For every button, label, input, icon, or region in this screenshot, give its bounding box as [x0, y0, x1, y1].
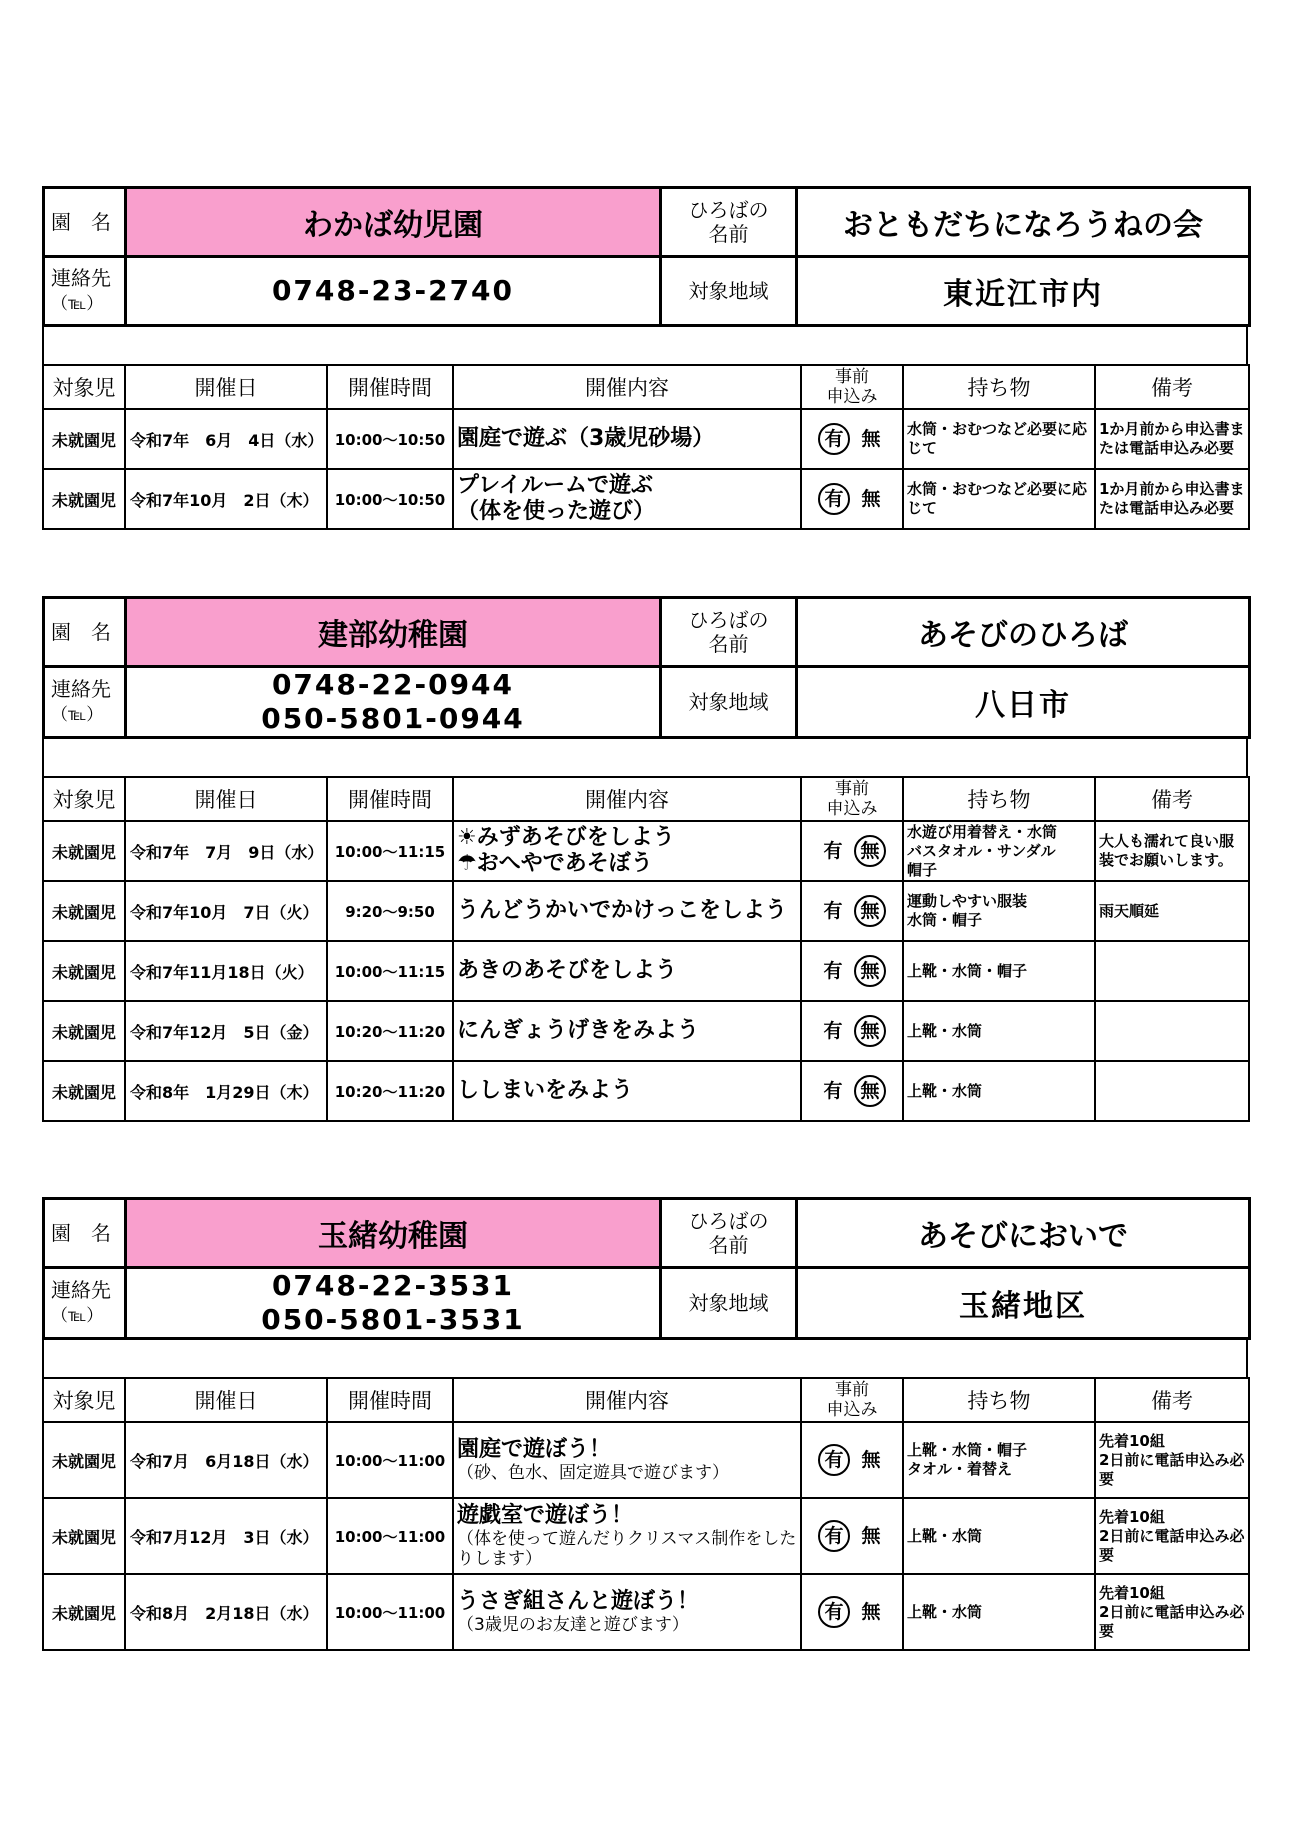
area-label: 対象地域 [661, 257, 797, 326]
contact-label: 連絡先 （℡） [44, 1268, 126, 1339]
row-notes: 1か月前から申込書または電話申込み必要 [1095, 409, 1249, 469]
row-target: 未就園児 [43, 1498, 125, 1574]
row-items: 上靴・水筒・帽子 [903, 941, 1095, 1001]
col-activity: 開催内容 [453, 777, 801, 821]
row-time: 10:00～10:50 [327, 409, 453, 469]
header-table [42, 596, 1251, 739]
row-target: 未就園児 [43, 1001, 125, 1061]
hiroba-name: おともだちになろうねの会 [797, 188, 1250, 257]
col-items: 持ち物 [903, 365, 1095, 409]
area-label: 対象地域 [661, 1268, 797, 1339]
col-target: 対象児 [43, 365, 125, 409]
school-label: 園 名 [44, 1199, 126, 1268]
row-apply [801, 1061, 903, 1121]
school-label: 園 名 [44, 188, 126, 257]
schedule-table [42, 1377, 1250, 1651]
hiroba-label: ひろばの 名前 [661, 1199, 797, 1268]
row-activity: うさぎ組さんと遊ぼう！ （3歳児のお友達と遊びます） [453, 1574, 801, 1650]
hiroba-label: ひろばの 名前 [661, 188, 797, 257]
row-activity: うんどうかいでかけっこをしよう [453, 881, 801, 941]
row-apply [801, 1574, 903, 1650]
row-activity: ししまいをみよう [453, 1061, 801, 1121]
row-notes: 1か月前から申込書または電話申込み必要 [1095, 469, 1249, 529]
apply-yes: 有 [823, 1020, 843, 1042]
row-apply [801, 1422, 903, 1498]
table-row [43, 469, 1249, 529]
col-activity: 開催内容 [453, 365, 801, 409]
apply-no: 無 [861, 428, 881, 450]
row-target: 未就園児 [43, 1061, 125, 1121]
col-notes: 備考 [1095, 777, 1249, 821]
col-notes: 備考 [1095, 365, 1249, 409]
col-target: 対象児 [43, 777, 125, 821]
apply-no: 無 [861, 1601, 881, 1623]
row-notes [1095, 1061, 1249, 1121]
apply-no-circled: 無 [854, 835, 886, 867]
row-items: 上靴・水筒 [903, 1574, 1095, 1650]
apply-yes-circled: 有 [818, 1444, 850, 1476]
row-time: 9:20～9:50 [327, 881, 453, 941]
row-items: 水筒・おむつなど必要に応じて [903, 409, 1095, 469]
row-target: 未就園児 [43, 821, 125, 881]
row-date: 令和7年10月 7日（火） [125, 881, 327, 941]
contact-label: 連絡先 （℡） [44, 667, 126, 738]
row-time: 10:00～11:15 [327, 941, 453, 1001]
school-name: 玉緒幼稚園 [126, 1199, 661, 1268]
row-date: 令和7年10月 2日（木） [125, 469, 327, 529]
row-apply [801, 1498, 903, 1574]
row-date: 令和7月 6月18日（水） [125, 1422, 327, 1498]
col-items: 持ち物 [903, 1378, 1095, 1422]
col-apply: 事前 申込み [801, 365, 903, 409]
table-row [43, 1498, 1249, 1574]
hiroba-label: ひろばの 名前 [661, 598, 797, 667]
row-date: 令和7年 7月 9日（水） [125, 821, 327, 881]
row-time: 10:00～11:00 [327, 1498, 453, 1574]
apply-no-circled: 無 [854, 1015, 886, 1047]
col-target: 対象児 [43, 1378, 125, 1422]
table-row [43, 1422, 1249, 1498]
area-value: 東近江市内 [797, 257, 1250, 326]
blank-row [42, 324, 1248, 366]
row-apply [801, 469, 903, 529]
row-time: 10:00～11:00 [327, 1574, 453, 1650]
row-activity: 園庭で遊ぶ（3歳児砂場） [453, 409, 801, 469]
row-time: 10:00～11:00 [327, 1422, 453, 1498]
apply-yes-circled: 有 [818, 423, 850, 455]
row-date: 令和7月12月 3日（水） [125, 1498, 327, 1574]
row-items: 上靴・水筒・帽子 タオル・着替え [903, 1422, 1095, 1498]
row-target: 未就園児 [43, 1574, 125, 1650]
apply-no: 無 [861, 1449, 881, 1471]
header-table [42, 186, 1251, 327]
table-row [43, 1001, 1249, 1061]
row-notes: 先着10組 2日前に電話申込み必要 [1095, 1498, 1249, 1574]
area-value: 玉緒地区 [797, 1268, 1250, 1339]
apply-yes: 有 [823, 900, 843, 922]
row-apply [801, 409, 903, 469]
apply-no-circled: 無 [854, 1075, 886, 1107]
col-time: 開催時間 [327, 1378, 453, 1422]
row-activity: ☀みずあそびをしよう ☂おへやであそぼう [453, 821, 801, 881]
row-apply [801, 1001, 903, 1061]
school-name: わかば幼児園 [126, 188, 661, 257]
row-activity: 園庭で遊ぼう！ （砂、色水、固定遊具で遊びます） [453, 1422, 801, 1498]
row-target: 未就園児 [43, 469, 125, 529]
hiroba-name: あそびのひろば [797, 598, 1250, 667]
row-time: 10:00～10:50 [327, 469, 453, 529]
col-apply: 事前 申込み [801, 1378, 903, 1422]
area-label: 対象地域 [661, 667, 797, 738]
row-notes [1095, 941, 1249, 1001]
area-value: 八日市 [797, 667, 1250, 738]
school-name: 建部幼稚園 [126, 598, 661, 667]
row-date: 令和7年12月 5日（金） [125, 1001, 327, 1061]
table-row [43, 941, 1249, 1001]
row-apply [801, 881, 903, 941]
apply-yes: 有 [823, 840, 843, 862]
apply-no-circled: 無 [854, 895, 886, 927]
tel-number: 0748-22-3531 050-5801-3531 [126, 1268, 661, 1339]
row-notes: 雨天順延 [1095, 881, 1249, 941]
col-time: 開催時間 [327, 777, 453, 821]
schedule-table [42, 776, 1250, 1122]
apply-yes-circled: 有 [818, 483, 850, 515]
school-label: 園 名 [44, 598, 126, 667]
schedule-table [42, 364, 1250, 530]
row-date: 令和7年11月18日（火） [125, 941, 327, 1001]
row-notes: 大人も濡れて良い服装でお願いします。 [1095, 821, 1249, 881]
apply-yes: 有 [823, 1080, 843, 1102]
row-target: 未就園児 [43, 409, 125, 469]
block-wakaba [42, 186, 1248, 530]
col-date: 開催日 [125, 777, 327, 821]
col-notes: 備考 [1095, 1378, 1249, 1422]
col-date: 開催日 [125, 1378, 327, 1422]
apply-no-circled: 無 [854, 955, 886, 987]
row-target: 未就園児 [43, 1422, 125, 1498]
row-apply [801, 821, 903, 881]
row-notes: 先着10組 2日前に電話申込み必要 [1095, 1422, 1249, 1498]
row-notes: 先着10組 2日前に電話申込み必要 [1095, 1574, 1249, 1650]
blank-row [42, 736, 1248, 778]
row-time: 10:20～11:20 [327, 1061, 453, 1121]
apply-yes-circled: 有 [818, 1520, 850, 1552]
apply-yes: 有 [823, 960, 843, 982]
col-activity: 開催内容 [453, 1378, 801, 1422]
col-items: 持ち物 [903, 777, 1095, 821]
row-target: 未就園児 [43, 881, 125, 941]
col-date: 開催日 [125, 365, 327, 409]
tel-number: 0748-23-2740 [126, 257, 661, 326]
row-time: 10:00～11:15 [327, 821, 453, 881]
table-row [43, 409, 1249, 469]
row-notes [1095, 1001, 1249, 1061]
row-items: 上靴・水筒 [903, 1001, 1095, 1061]
contact-label: 連絡先 （℡） [44, 257, 126, 326]
row-activity: にんぎょうげきをみよう [453, 1001, 801, 1061]
tel-number: 0748-22-0944 050-5801-0944 [126, 667, 661, 738]
row-activity: プレイルームで遊ぶ （体を使った遊び） [453, 469, 801, 529]
row-date: 令和8年 1月29日（木） [125, 1061, 327, 1121]
block-takebe [42, 596, 1248, 1122]
row-items: 運動しやすい服装 水筒・帽子 [903, 881, 1095, 941]
hiroba-name: あそびにおいで [797, 1199, 1250, 1268]
row-items: 上靴・水筒 [903, 1061, 1095, 1121]
block-tamao [42, 1197, 1248, 1651]
row-date: 令和8月 2月18日（水） [125, 1574, 327, 1650]
row-items: 水筒・おむつなど必要に応じて [903, 469, 1095, 529]
table-row [43, 821, 1249, 881]
blank-row [42, 1337, 1248, 1379]
table-row [43, 881, 1249, 941]
col-apply: 事前 申込み [801, 777, 903, 821]
table-row [43, 1061, 1249, 1121]
row-activity: あきのあそびをしよう [453, 941, 801, 1001]
row-items: 上靴・水筒 [903, 1498, 1095, 1574]
apply-yes-circled: 有 [818, 1596, 850, 1628]
apply-no: 無 [861, 1525, 881, 1547]
row-target: 未就園児 [43, 941, 125, 1001]
row-items: 水遊び用着替え・水筒 バスタオル・サンダル 帽子 [903, 821, 1095, 881]
header-table [42, 1197, 1251, 1340]
row-activity: 遊戯室で遊ぼう！ （体を使って遊んだりクリスマス制作をしたりします） [453, 1498, 801, 1574]
row-time: 10:20～11:20 [327, 1001, 453, 1061]
apply-no: 無 [861, 488, 881, 510]
row-date: 令和7年 6月 4日（水） [125, 409, 327, 469]
col-time: 開催時間 [327, 365, 453, 409]
row-apply [801, 941, 903, 1001]
table-row [43, 1574, 1249, 1650]
